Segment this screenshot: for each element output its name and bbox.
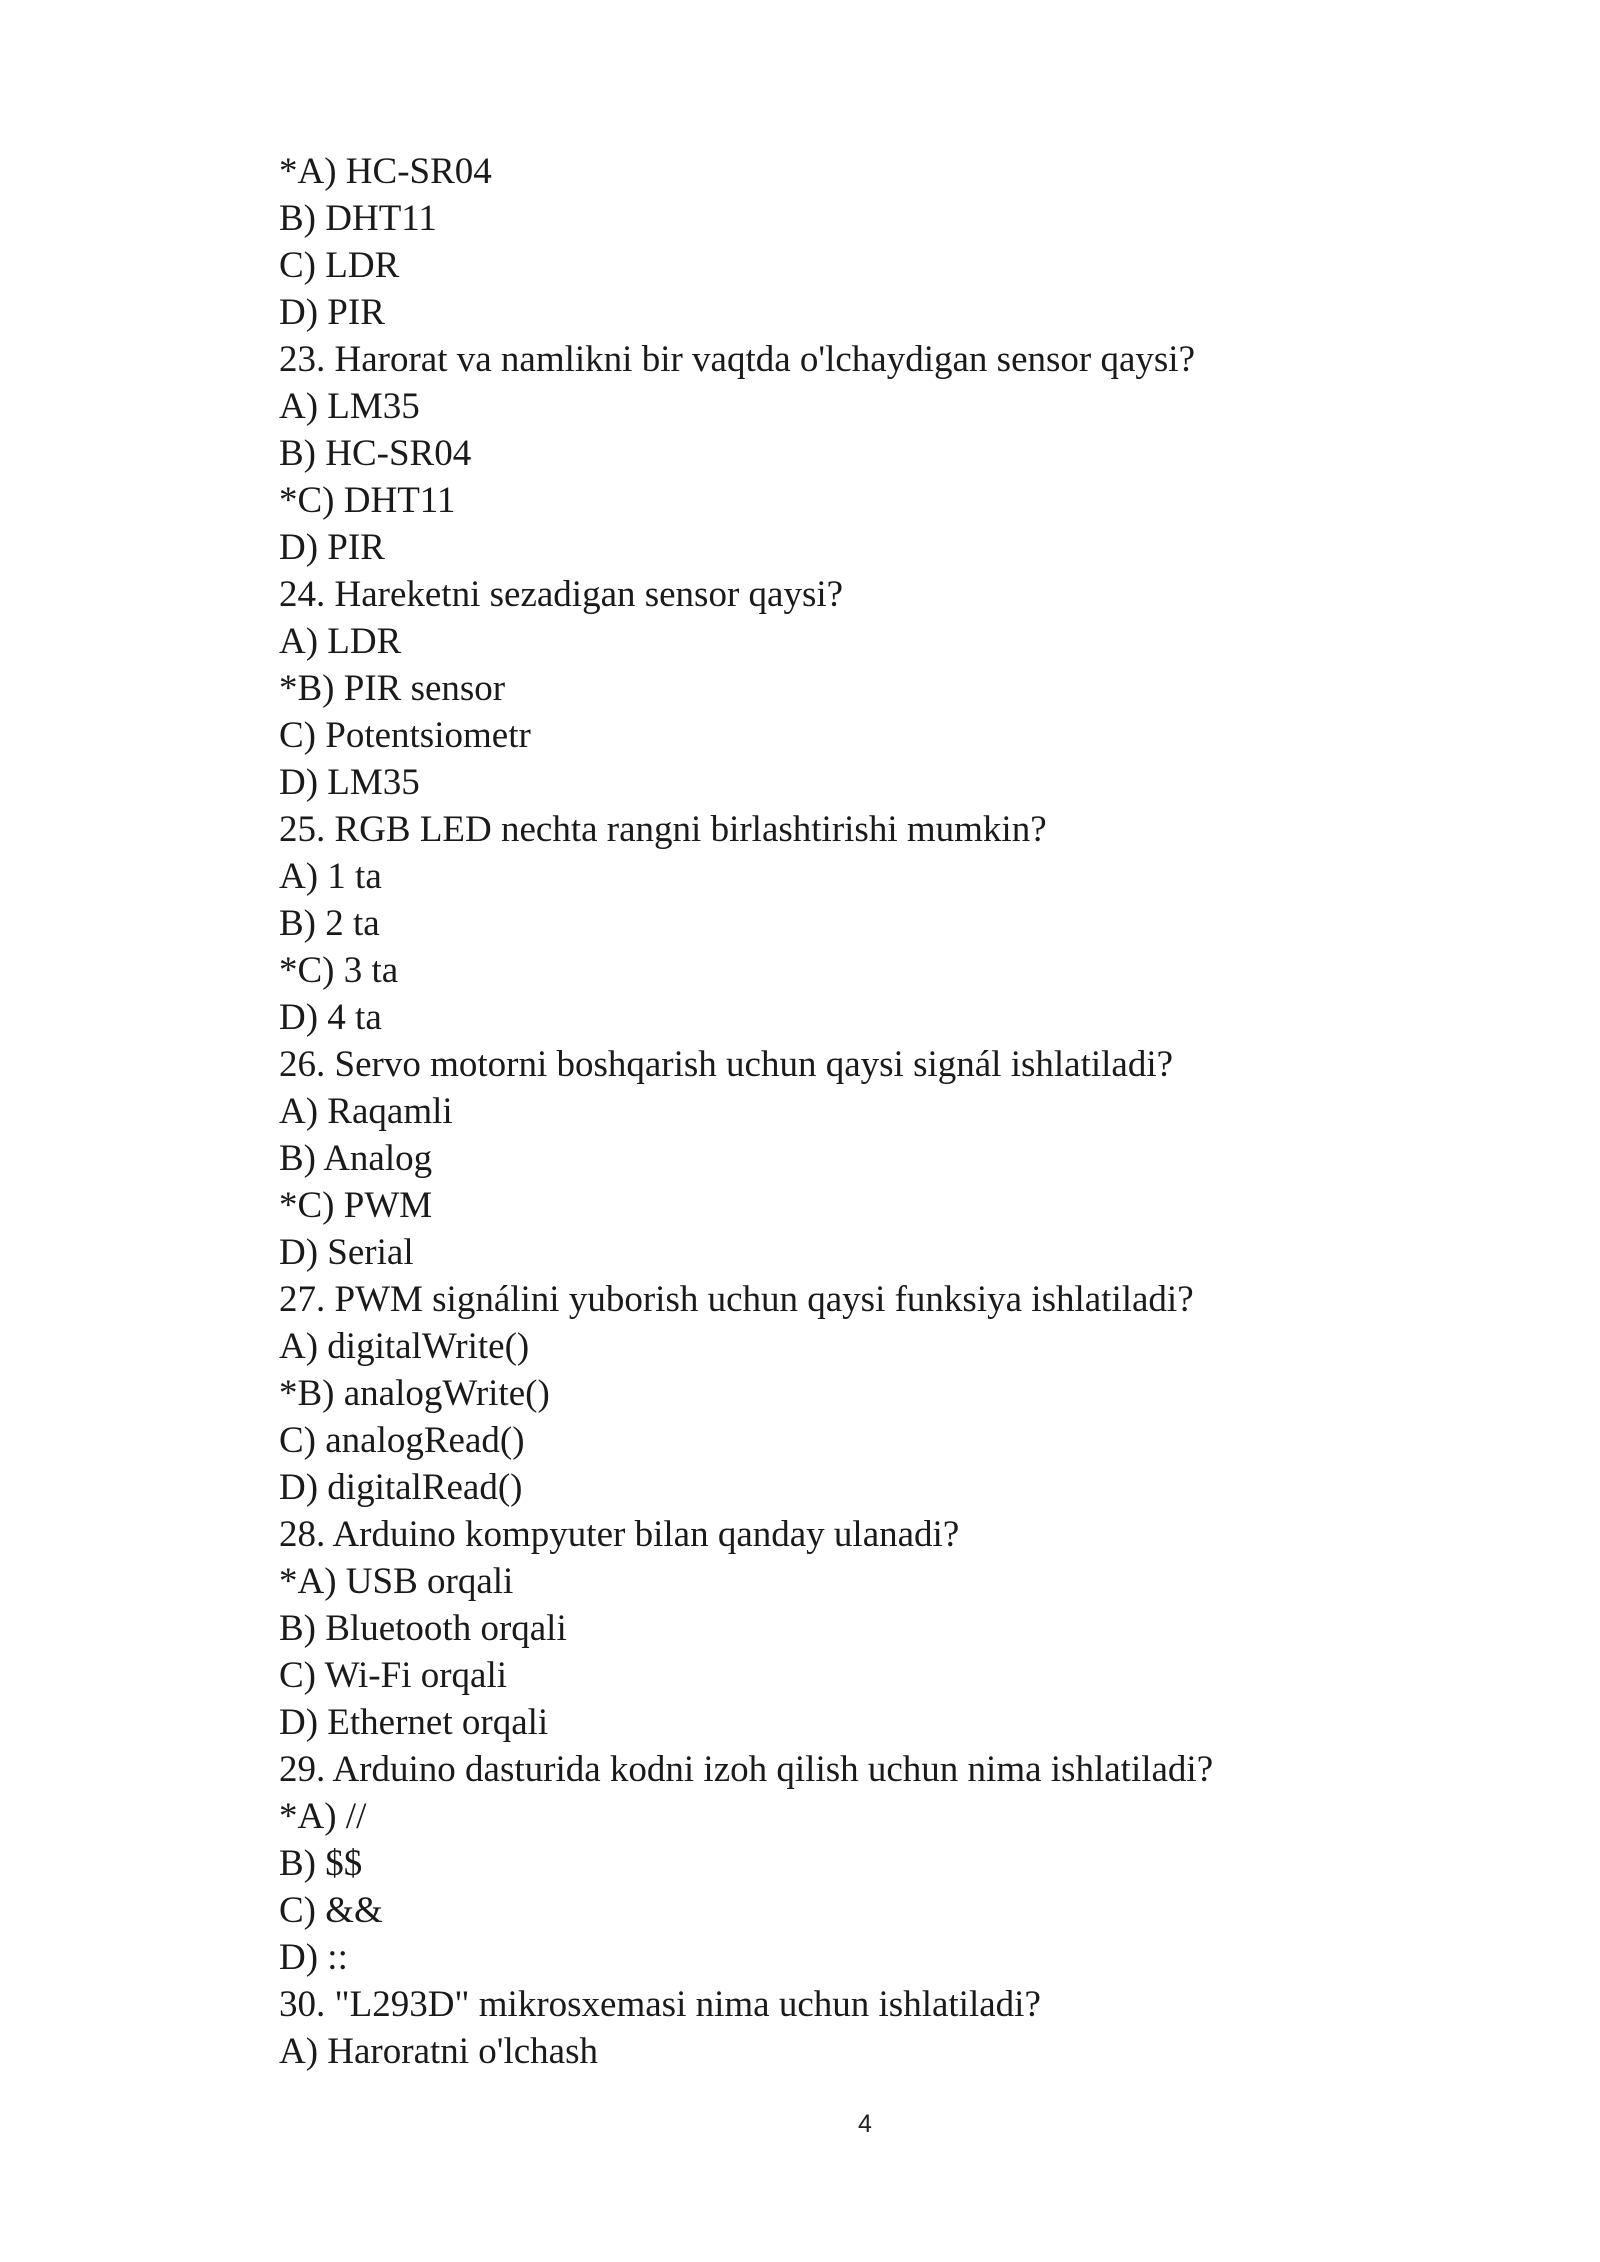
answer-option: B) 2 ta [279, 903, 380, 944]
answer-option: *A) // [279, 1796, 367, 1837]
question-30: 30. "L293D" mikrosxemasi nima uchun ishlatiladi? [279, 1984, 1041, 2025]
question-23: 23. Harorat va namlikni bir vaqtda o'lchaydigan sensor qaysi? [279, 339, 1195, 380]
answer-option: C) Potentsiometr [279, 715, 531, 756]
answer-option: D) Serial [279, 1232, 414, 1273]
answer-option: B) Bluetooth orqali [279, 1608, 567, 1649]
answer-option: C) Wi-Fi orqali [279, 1655, 508, 1696]
answer-option: *B) PIR sensor [279, 668, 506, 709]
question-list [279, 148, 1429, 2075]
answer-option: A) LM35 [279, 386, 420, 427]
answer-option: *B) analogWrite() [279, 1373, 550, 1414]
answer-option: *A) USB orqali [279, 1561, 514, 1602]
answer-option: C) analogRead() [279, 1420, 525, 1461]
answer-option: D) :: [279, 1937, 348, 1978]
answer-option: *C) 3 ta [279, 950, 399, 991]
answer-option: B) $$ [279, 1843, 363, 1884]
answer-option: C) && [279, 1890, 383, 1931]
answer-option: A) digitalWrite() [279, 1326, 530, 1367]
answer-option: D) 4 ta [279, 997, 382, 1038]
question-25: 25. RGB LED nechta rangni birlashtirishi mumkin? [279, 809, 1047, 850]
page-number: 4 [858, 2110, 872, 2138]
answer-option: B) DHT11 [279, 198, 437, 239]
answer-option: D) LM35 [279, 762, 420, 803]
question-26: 26. Servo motorni boshqarish uchun qaysi signál ishlatiladi? [279, 1044, 1174, 1085]
answer-option: D) Ethernet orqali [279, 1702, 549, 1743]
question-24: 24. Hareketni sezadigan sensor qaysi? [279, 574, 844, 615]
answer-option: A) Raqamli [279, 1091, 453, 1132]
question-29: 29. Arduino dasturida kodni izoh qilish uchun nima ishlatiladi? [279, 1749, 1214, 1790]
answer-option: B) HC-SR04 [279, 433, 472, 474]
answer-option: C) LDR [279, 245, 400, 286]
answer-option: D) PIR [279, 292, 385, 333]
answer-option: B) Analog [279, 1138, 433, 1179]
answer-option: A) LDR [279, 621, 402, 662]
question-27: 27. PWM signálini yuborish uchun qaysi funksiya ishlatiladi? [279, 1279, 1194, 1320]
answer-option: *A) HC-SR04 [279, 151, 492, 192]
answer-option: *C) PWM [279, 1185, 433, 1226]
answer-option: A) Haroratni o'lchash [279, 2031, 598, 2072]
answer-option: A) 1 ta [279, 856, 382, 897]
answer-option: D) PIR [279, 527, 385, 568]
answer-option: *C) DHT11 [279, 480, 456, 521]
answer-option: D) digitalRead() [279, 1467, 523, 1508]
question-28: 28. Arduino kompyuter bilan qanday ulanadi? [279, 1514, 960, 1555]
